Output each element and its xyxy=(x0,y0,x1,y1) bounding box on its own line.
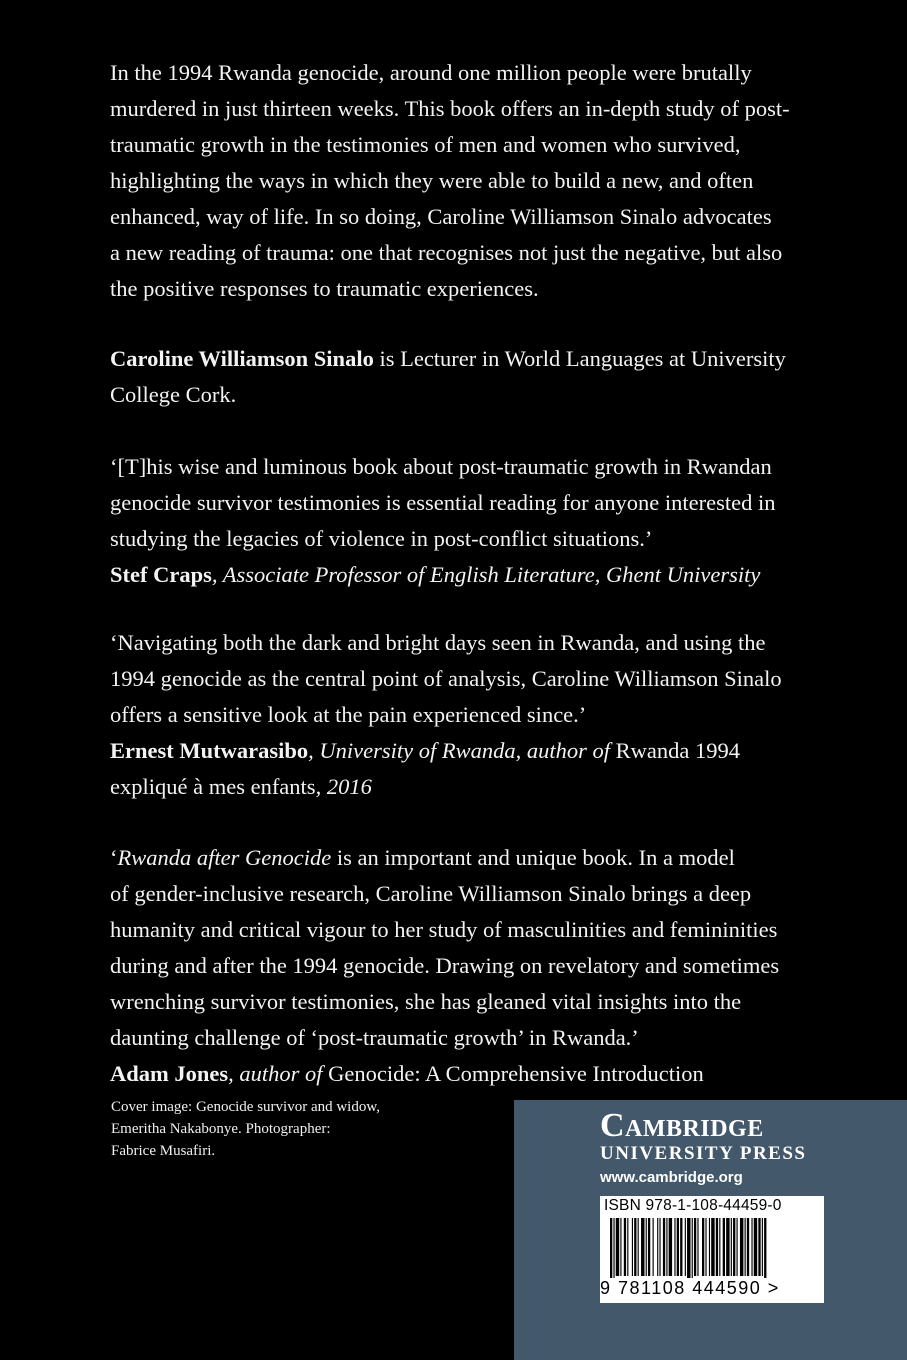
publisher-panel xyxy=(514,1100,907,1360)
barcode-icon xyxy=(604,1218,820,1278)
quote-line: ‘Navigating both the dark and bright days seen in Rwanda, and using the xyxy=(110,630,766,655)
description-line: a new reading of trauma: one that recognises not just the negative, but also xyxy=(110,240,783,265)
quote-line: 1994 genocide as the central point of analysis, Caroline Williamson Sinalo xyxy=(110,666,782,691)
description-line: traumatic growth in the testimonies of men and women who survived, xyxy=(110,132,741,157)
bio-text: is Lecturer in World Languages at University xyxy=(373,346,786,371)
author-bio xyxy=(110,341,840,413)
book-description xyxy=(110,55,840,307)
quote-line: of gender-inclusive research, Caroline Williamson Sinalo brings a deep xyxy=(110,881,752,906)
barcode-digits: 9 781108 444590 > xyxy=(600,1278,780,1298)
quote-attribution xyxy=(110,733,840,769)
book-title: Rwanda after Genocide xyxy=(117,845,332,870)
endorser-affiliation: , University of Rwanda, author of xyxy=(308,738,616,763)
quote-line: ‘[T]his wise and luminous book about post-traumatic growth in Rwandan xyxy=(110,454,772,479)
endorser-affiliation: , author of xyxy=(228,1061,329,1086)
credit-line: Cover image: Genocide survivor and widow, xyxy=(111,1099,380,1115)
bio-line xyxy=(110,341,840,377)
endorser-name: Adam Jones xyxy=(110,1061,229,1086)
quote-line xyxy=(110,840,840,876)
endorser-work: Rwanda 1994 xyxy=(615,738,740,763)
quote-attribution-cont xyxy=(110,769,840,805)
endorser-affiliation: , Associate Professor of English Literature, Ghent University xyxy=(211,562,761,587)
quote-line: humanity and critical vigour to her study of masculinities and femininities xyxy=(110,917,778,942)
quote-attribution xyxy=(110,557,840,593)
isbn-label: ISBN 978-1-108-44459-0 xyxy=(604,1197,782,1214)
description-line: enhanced, way of life. In so doing, Caroline Williamson Sinalo advocates xyxy=(110,204,772,229)
quote-attribution xyxy=(110,1056,840,1092)
publisher-subtitle: UNIVERSITY PRESS xyxy=(600,1143,807,1164)
quote-line: daunting challenge of ‘post-traumatic growth’ in Rwanda.’ xyxy=(110,1025,639,1050)
quote-line: studying the legacies of violence in post-conflict situations.’ xyxy=(110,526,653,551)
publisher-logo-text: Cambridge xyxy=(600,1107,764,1144)
open-quote: ‘ xyxy=(110,845,118,870)
cover-image-credit xyxy=(111,1096,380,1162)
description-line: In the 1994 Rwanda genocide, around one million people were brutally xyxy=(110,60,752,85)
endorser-name: Ernest Mutwarasibo xyxy=(110,738,309,763)
quote-line: during and after the 1994 genocide. Drawing on revelatory and sometimes xyxy=(110,953,780,978)
endorsement-craps xyxy=(110,449,840,593)
quote-text: is an important and unique book. In a model xyxy=(331,845,735,870)
description-line: murdered in just thirteen weeks. This book offers an in-depth study of post- xyxy=(110,96,790,121)
endorser-work-cont: expliqué à mes enfants xyxy=(110,774,316,799)
endorser-work: Genocide: A Comprehensive Introduction xyxy=(328,1061,704,1086)
endorsement-jones xyxy=(110,840,840,1092)
quote-line: genocide survivor testimonies is essential reading for anyone interested in xyxy=(110,490,776,515)
endorser-work-year: , 2016 xyxy=(315,774,372,799)
credit-line: Fabrice Musafiri. xyxy=(111,1143,216,1159)
description-line: highlighting the ways in which they were able to build a new, and often xyxy=(110,168,754,193)
endorsement-mutwarasibo xyxy=(110,625,840,805)
bio-line: College Cork. xyxy=(110,382,237,407)
author-name: Caroline Williamson Sinalo xyxy=(110,346,374,371)
quote-line: offers a sensitive look at the pain experienced since.’ xyxy=(110,702,587,727)
description-line: the positive responses to traumatic experiences. xyxy=(110,276,539,301)
isbn-barcode xyxy=(600,1196,824,1303)
publisher-url: www.cambridge.org xyxy=(600,1169,743,1186)
endorser-name: Stef Craps xyxy=(110,562,212,587)
credit-line: Emeritha Nakabonye. Photographer: xyxy=(111,1121,331,1137)
quote-line: wrenching survivor testimonies, she has gleaned vital insights into the xyxy=(110,989,742,1014)
